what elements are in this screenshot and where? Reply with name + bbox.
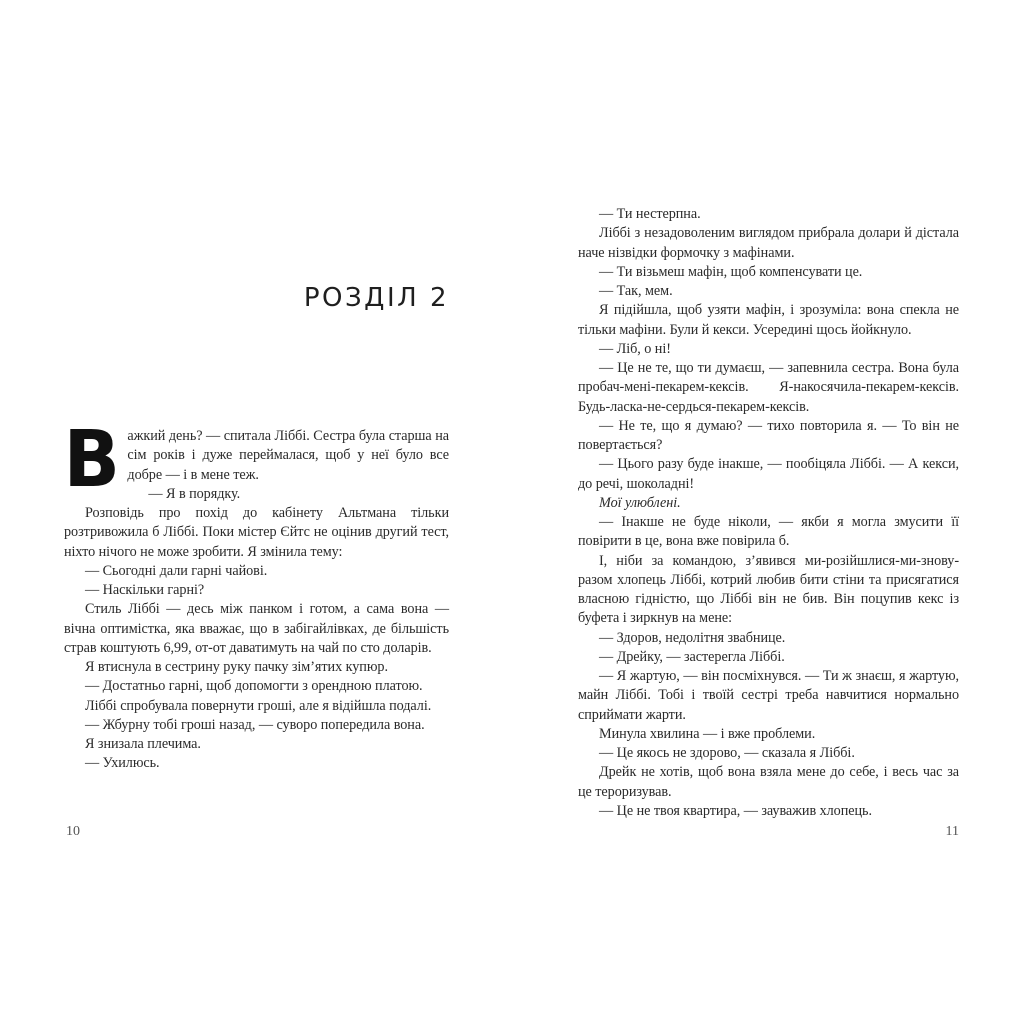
paragraph: — Я в порядку.	[148, 485, 241, 502]
paragraph: — Сьогодні дали гарні чайові.	[85, 562, 268, 579]
page-number: 11	[945, 824, 959, 839]
paragraph: — Інакше не буде ніколи, — якби я могла змусити її повірити в це, вона вже повірила б.	[578, 514, 959, 550]
right-page-text	[578, 205, 959, 821]
paragraph: — Здоров, недолітня звабнице.	[599, 629, 786, 646]
page-number: 10	[66, 824, 80, 839]
paragraph: — Ухилюсь.	[85, 755, 160, 772]
paragraph: Я втиснула в сестрину руку пачку зім’ятих купюр.	[85, 659, 388, 675]
paragraph: — Це не твоя квартира, — зауважив хлопець.	[599, 802, 872, 819]
paragraph: Стиль Ліббі — десь між панком і готом, а сама вона — вічна оптимістка, яка вважає, що в забігайлівках, де більшість страв коштують 6,99, от-от даватимуть на чай по сто доларів.	[64, 601, 449, 656]
left-page-text	[63, 415, 449, 774]
chapter-title: РОЗДІЛ 2	[303, 283, 449, 313]
paragraph: — Не те, що я думаю? — тихо повторила я. — То він не повертається?	[578, 417, 959, 453]
paragraph: — Так, мем.	[599, 283, 673, 299]
right-page	[578, 0, 959, 1024]
paragraph: І, ніби за командою, з’явився ми-розійшлися-ми-знову-разом хлопець Ліббі, котрий любив бити стіни та присягатися власною гідністю, що Ліббі він не бив. Він поцупив кекс із буфета і зиркнув на мене:	[578, 552, 959, 627]
paragraph: Минула хвилина — і вже проблеми.	[599, 725, 816, 742]
paragraph: Я знизала плечима.	[85, 736, 201, 752]
paragraph: — Я жартую, — він посміхнувся. — Ти ж знаєш, я жартую, майн Ліббі. Тобі і твоїй сестрі треба навчитися нормально сприймати жарти.	[578, 668, 959, 723]
left-page	[64, 0, 449, 1024]
paragraph: — Ти нестерпна.	[599, 206, 701, 222]
paragraph: — Ліб, о ні!	[599, 340, 671, 357]
paragraph: Ліббі з незадоволеним виглядом прибрала долари й дістала наче нізвідки формочку з мафінами.	[578, 225, 959, 261]
drop-cap: В	[63, 415, 120, 505]
paragraph: — Цього разу буде інакше, — пообіцяла Ліббі. — А кекси, до речі, шоколадні!	[578, 456, 959, 492]
italic-thought: Мої улюблені.	[599, 494, 681, 511]
paragraph: — Це не те, що ти думаєш, — запевнила сестра. Вона була пробач-мені-пекарем-кексів. Я-накосячила-пекарем-кексів. Будь-ласка-не-сердься-пекарем-кексів.	[578, 360, 959, 415]
paragraph: — Наскільки гарні?	[85, 582, 205, 598]
paragraph: Ліббі спробувала повернути гроші, але я відійшла подалі.	[85, 697, 432, 714]
opening-paragraph: Важкий день? — спитала Ліббі. Сестра була старша на сім років і дуже переймалася, щоб у неї було все добре — і в мене теж.	[63, 415, 449, 505]
paragraph: — Дрейку, — застерегла Ліббі.	[599, 648, 785, 665]
paragraph: — Ти візьмеш мафін, щоб компенсувати це.	[599, 263, 863, 280]
paragraph: Розповідь про похід до кабінету Альтмана тільки розтривожила б Ліббі. Поки містер Єйтс не оцінив другий тест, ніхто нічого не може зробити. Я змінила тему:	[64, 505, 449, 560]
paragraph: — Це якось не здорово, — сказала я Ліббі.	[599, 745, 855, 761]
paragraph: — Жбурну тобі гроші назад, — суворо попередила вона.	[85, 716, 425, 733]
paragraph: Дрейк не хотів, щоб вона взяла мене до себе, і весь час за це тероризував.	[578, 764, 959, 800]
paragraph: Я підійшла, щоб узяти мафін, і зрозуміла: вона спекла не тільки мафіни. Були й кекси. Усередині щось йойкнуло.	[578, 302, 959, 338]
paragraph: — Достатньо гарні, щоб допомогти з орендною платою.	[85, 678, 423, 695]
